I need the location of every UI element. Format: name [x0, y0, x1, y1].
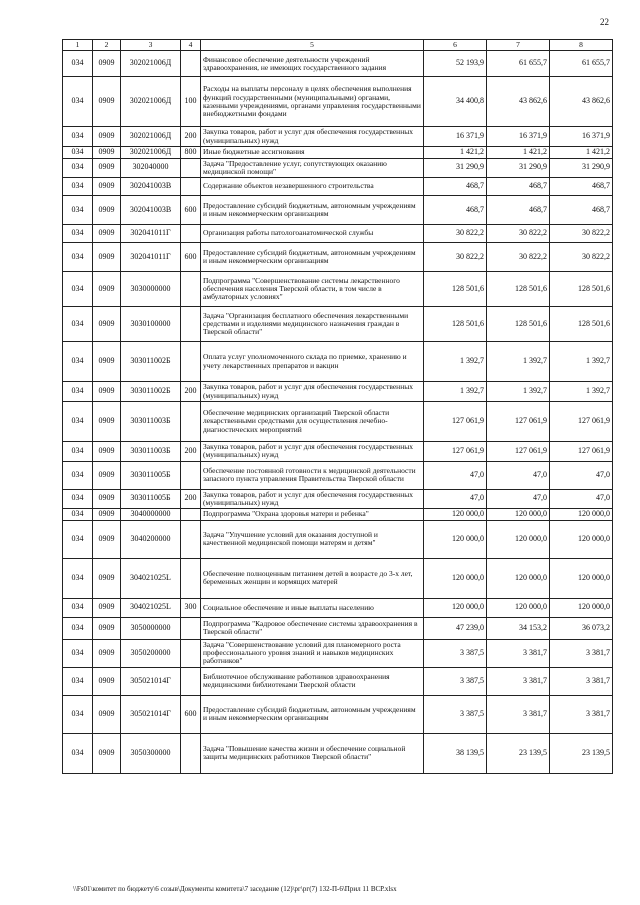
cell-name: Библиотечное обслуживание работников здравоохранения медицинскими библиотеками Тверской области	[201, 667, 424, 695]
cell-target-article: 302041011Г	[121, 225, 181, 243]
cell-amount-year1: 30 822,2	[424, 243, 487, 272]
cell-ved: 034	[63, 243, 93, 272]
cell-target-article: 3050000000	[121, 617, 181, 639]
cell-ved: 034	[63, 272, 93, 307]
cell-amount-year3: 47,0	[550, 489, 613, 509]
cell-amount-year1: 34 400,8	[424, 77, 487, 127]
cell-expense-type	[181, 558, 201, 598]
cell-amount-year2: 120 000,0	[487, 509, 550, 521]
cell-amount-year1: 3 387,5	[424, 639, 487, 667]
cell-name: Обеспечение полноценным питанием детей в возрасте до 3-х лет, беременных женщин и кормящих матерей	[201, 558, 424, 598]
cell-name: Задача "Предоставление услуг, сопутствующих оказанию медицинской помощи"	[201, 158, 424, 178]
cell-amount-year2: 34 153,2	[487, 617, 550, 639]
cell-target-article: 304021025L	[121, 598, 181, 617]
page-number: 22	[600, 17, 609, 27]
cell-name: Закупка товаров, работ и услуг для обеспечения государственных (муниципальных) нужд	[201, 442, 424, 462]
cell-amount-year1: 52 193,9	[424, 51, 487, 77]
cell-name: Содержание объектов незавершенного строительства	[201, 178, 424, 196]
cell-amount-year1: 3 387,5	[424, 695, 487, 733]
cell-name: Предоставление субсидий бюджетным, автономным учреждениям и иным некоммерческим организациям	[201, 243, 424, 272]
cell-ved: 034	[63, 342, 93, 382]
table-row	[63, 598, 613, 617]
cell-name: Организация работы патологоанатомической службы	[201, 225, 424, 243]
cell-section: 0909	[93, 733, 121, 773]
cell-amount-year1: 47 239,0	[424, 617, 487, 639]
cell-amount-year3: 30 822,2	[550, 243, 613, 272]
cell-amount-year2: 30 822,2	[487, 243, 550, 272]
cell-amount-year2: 23 139,5	[487, 733, 550, 773]
table-row	[63, 127, 613, 147]
cell-amount-year2: 3 381,7	[487, 695, 550, 733]
cell-amount-year2: 31 290,9	[487, 158, 550, 178]
cell-amount-year1: 468,7	[424, 196, 487, 225]
cell-ved: 034	[63, 667, 93, 695]
cell-amount-year2: 128 501,6	[487, 307, 550, 342]
cell-amount-year1: 47,0	[424, 461, 487, 489]
column-header: 5	[201, 40, 424, 51]
cell-amount-year2: 128 501,6	[487, 272, 550, 307]
cell-ved: 034	[63, 307, 93, 342]
cell-amount-year3: 31 290,9	[550, 158, 613, 178]
cell-target-article: 303011003Б	[121, 402, 181, 442]
cell-ved: 034	[63, 158, 93, 178]
column-header: 1	[63, 40, 93, 51]
cell-amount-year1: 127 061,9	[424, 442, 487, 462]
cell-amount-year2: 61 655,7	[487, 51, 550, 77]
cell-target-article: 302041011Г	[121, 243, 181, 272]
cell-amount-year3: 1 392,7	[550, 382, 613, 402]
cell-ved: 034	[63, 639, 93, 667]
cell-name: Подпрограмма "Кадровое обеспечение системы здравоохранения в Тверской области"	[201, 617, 424, 639]
cell-target-article: 3040000000	[121, 509, 181, 521]
cell-name: Предоставление субсидий бюджетным, автономным учреждениям и иным некоммерческим организациям	[201, 196, 424, 225]
cell-amount-year2: 127 061,9	[487, 402, 550, 442]
cell-section: 0909	[93, 598, 121, 617]
cell-amount-year2: 127 061,9	[487, 442, 550, 462]
cell-amount-year2: 16 371,9	[487, 127, 550, 147]
cell-name: Подпрограмма "Охрана здоровья матери и ребенка"	[201, 509, 424, 521]
cell-amount-year2: 3 381,7	[487, 667, 550, 695]
cell-target-article: 304021025L	[121, 558, 181, 598]
table-row	[63, 617, 613, 639]
cell-section: 0909	[93, 461, 121, 489]
table-row	[63, 509, 613, 521]
table-row	[63, 146, 613, 158]
table-row	[63, 520, 613, 558]
column-header: 7	[487, 40, 550, 51]
cell-ved: 034	[63, 733, 93, 773]
table-row	[63, 342, 613, 382]
cell-expense-type	[181, 520, 201, 558]
cell-ved: 034	[63, 558, 93, 598]
cell-amount-year1: 3 387,5	[424, 667, 487, 695]
cell-name: Иные бюджетные ассигнования	[201, 146, 424, 158]
cell-expense-type: 800	[181, 146, 201, 158]
cell-amount-year3: 36 073,2	[550, 617, 613, 639]
cell-name: Социальное обеспечение и иные выплаты населению	[201, 598, 424, 617]
cell-ved: 034	[63, 127, 93, 147]
cell-ved: 034	[63, 178, 93, 196]
cell-name: Подпрограмма "Совершенствование системы лекарственного обеспечения населения Тверской области, в том числе в амбулаторных условиях"	[201, 272, 424, 307]
cell-name: Закупка товаров, работ и услуг для обеспечения государственных (муниципальных) нужд	[201, 127, 424, 147]
cell-expense-type: 200	[181, 382, 201, 402]
cell-target-article: 302041003В	[121, 178, 181, 196]
cell-ved: 034	[63, 146, 93, 158]
cell-expense-type: 200	[181, 442, 201, 462]
cell-target-article: 303011005Б	[121, 461, 181, 489]
cell-expense-type	[181, 178, 201, 196]
cell-target-article: 302040000	[121, 158, 181, 178]
cell-amount-year2: 468,7	[487, 178, 550, 196]
cell-name: Обеспечение медицинских организаций Тверской области лекарственными средствами для осуществления лечебно-диагностических мероприятий	[201, 402, 424, 442]
cell-section: 0909	[93, 196, 121, 225]
cell-target-article: 3030000000	[121, 272, 181, 307]
table-row	[63, 461, 613, 489]
cell-ved: 034	[63, 489, 93, 509]
table-row	[63, 442, 613, 462]
cell-amount-year1: 30 822,2	[424, 225, 487, 243]
cell-name: Обеспечение постоянной готовности к медицинской деятельности запасного пункта управления Правительства Тверской области	[201, 461, 424, 489]
cell-amount-year2: 30 822,2	[487, 225, 550, 243]
cell-amount-year3: 120 000,0	[550, 520, 613, 558]
cell-expense-type: 600	[181, 243, 201, 272]
cell-section: 0909	[93, 520, 121, 558]
cell-amount-year3: 43 862,6	[550, 77, 613, 127]
cell-name: Закупка товаров, работ и услуг для обеспечения государственных (муниципальных) нужд	[201, 382, 424, 402]
cell-section: 0909	[93, 667, 121, 695]
cell-name: Финансовое обеспечение деятельности учреждений здравоохранения, не имеющих государственного задания	[201, 51, 424, 77]
cell-section: 0909	[93, 272, 121, 307]
cell-expense-type	[181, 639, 201, 667]
cell-expense-type: 600	[181, 196, 201, 225]
cell-expense-type	[181, 617, 201, 639]
cell-ved: 034	[63, 402, 93, 442]
cell-section: 0909	[93, 695, 121, 733]
cell-expense-type: 300	[181, 598, 201, 617]
cell-amount-year3: 128 501,6	[550, 272, 613, 307]
cell-expense-type: 600	[181, 695, 201, 733]
cell-section: 0909	[93, 617, 121, 639]
cell-amount-year1: 120 000,0	[424, 520, 487, 558]
cell-ved: 034	[63, 77, 93, 127]
cell-amount-year1: 120 000,0	[424, 509, 487, 521]
table-row	[63, 382, 613, 402]
cell-amount-year1: 16 371,9	[424, 127, 487, 147]
cell-amount-year1: 47,0	[424, 489, 487, 509]
table-row	[63, 243, 613, 272]
cell-amount-year2: 3 381,7	[487, 639, 550, 667]
cell-amount-year3: 468,7	[550, 196, 613, 225]
cell-section: 0909	[93, 307, 121, 342]
cell-amount-year3: 120 000,0	[550, 558, 613, 598]
cell-ved: 034	[63, 695, 93, 733]
cell-expense-type: 200	[181, 127, 201, 147]
cell-amount-year1: 120 000,0	[424, 558, 487, 598]
table-row	[63, 489, 613, 509]
cell-target-article: 303011003Б	[121, 442, 181, 462]
cell-expense-type	[181, 733, 201, 773]
cell-section: 0909	[93, 225, 121, 243]
cell-name: Задача "Улучшение условий для оказания доступной и качественной медицинской помощи матерям и детям"	[201, 520, 424, 558]
table-row	[63, 77, 613, 127]
cell-section: 0909	[93, 158, 121, 178]
column-header: 8	[550, 40, 613, 51]
column-header: 4	[181, 40, 201, 51]
cell-amount-year3: 3 381,7	[550, 667, 613, 695]
cell-amount-year1: 128 501,6	[424, 307, 487, 342]
column-header: 3	[121, 40, 181, 51]
cell-section: 0909	[93, 558, 121, 598]
table-row	[63, 225, 613, 243]
cell-target-article: 3030100000	[121, 307, 181, 342]
cell-expense-type: 200	[181, 489, 201, 509]
cell-amount-year3: 127 061,9	[550, 442, 613, 462]
cell-name: Оплата услуг уполномоченного склада по приемке, хранению и учету лекарственных препаратов и вакцин	[201, 342, 424, 382]
cell-target-article: 303011002Б	[121, 382, 181, 402]
cell-amount-year3: 61 655,7	[550, 51, 613, 77]
cell-amount-year2: 47,0	[487, 461, 550, 489]
cell-amount-year1: 38 139,5	[424, 733, 487, 773]
cell-amount-year2: 47,0	[487, 489, 550, 509]
cell-amount-year2: 1 421,2	[487, 146, 550, 158]
column-header: 2	[93, 40, 121, 51]
cell-amount-year3: 23 139,5	[550, 733, 613, 773]
cell-expense-type	[181, 272, 201, 307]
column-header: 6	[424, 40, 487, 51]
cell-name: Задача "Совершенствование условий для планомерного роста профессионального уровня знаний и навыков медицинских работников"	[201, 639, 424, 667]
table-row	[63, 178, 613, 196]
cell-name: Закупка товаров, работ и услуг для обеспечения государственных (муниципальных) нужд	[201, 489, 424, 509]
cell-section: 0909	[93, 402, 121, 442]
cell-amount-year1: 468,7	[424, 178, 487, 196]
cell-amount-year3: 128 501,6	[550, 307, 613, 342]
cell-target-article: 305021014Г	[121, 667, 181, 695]
cell-amount-year1: 127 061,9	[424, 402, 487, 442]
cell-amount-year3: 3 381,7	[550, 695, 613, 733]
cell-section: 0909	[93, 51, 121, 77]
cell-ved: 034	[63, 520, 93, 558]
cell-amount-year1: 1 421,2	[424, 146, 487, 158]
cell-amount-year3: 3 381,7	[550, 639, 613, 667]
table-row	[63, 733, 613, 773]
cell-amount-year1: 1 392,7	[424, 342, 487, 382]
cell-target-article: 303011002Б	[121, 342, 181, 382]
cell-expense-type	[181, 402, 201, 442]
cell-amount-year2: 120 000,0	[487, 520, 550, 558]
cell-target-article: 302021006Д	[121, 77, 181, 127]
cell-name: Задача "Повышение качества жизни и обеспечение социальной защиты медицинских работников Тверской области"	[201, 733, 424, 773]
cell-expense-type	[181, 51, 201, 77]
cell-expense-type	[181, 461, 201, 489]
cell-amount-year3: 127 061,9	[550, 402, 613, 442]
cell-expense-type	[181, 667, 201, 695]
cell-amount-year2: 120 000,0	[487, 598, 550, 617]
table-row	[63, 158, 613, 178]
cell-target-article: 302021006Д	[121, 51, 181, 77]
cell-amount-year3: 16 371,9	[550, 127, 613, 147]
cell-section: 0909	[93, 489, 121, 509]
column-number-row	[63, 40, 613, 51]
cell-ved: 034	[63, 461, 93, 489]
cell-amount-year1: 120 000,0	[424, 598, 487, 617]
cell-amount-year3: 120 000,0	[550, 509, 613, 521]
footer-file-path: \\Fs01\комитет по бюджету\6 созыв\Документы комитета\7 заседание (12)\рг\рг(7) 132-П-6\Прил 11 ВСР.xlsx	[73, 885, 397, 893]
cell-target-article: 3040200000	[121, 520, 181, 558]
cell-expense-type	[181, 342, 201, 382]
cell-amount-year1: 128 501,6	[424, 272, 487, 307]
cell-target-article: 3050200000	[121, 639, 181, 667]
cell-ved: 034	[63, 617, 93, 639]
cell-target-article: 305021014Г	[121, 695, 181, 733]
cell-section: 0909	[93, 382, 121, 402]
cell-ved: 034	[63, 51, 93, 77]
cell-amount-year3: 47,0	[550, 461, 613, 489]
table-row	[63, 196, 613, 225]
cell-amount-year2: 1 392,7	[487, 342, 550, 382]
cell-target-article: 302021006Д	[121, 146, 181, 158]
cell-name: Расходы на выплаты персоналу в целях обеспечения выполнения функций государственными (муниципальными) органами, казенными учреждениями, органами управления государственными внебюджетными фондами	[201, 77, 424, 127]
cell-expense-type: 100	[181, 77, 201, 127]
cell-ved: 034	[63, 442, 93, 462]
table-row	[63, 639, 613, 667]
cell-amount-year3: 1 392,7	[550, 342, 613, 382]
cell-expense-type	[181, 225, 201, 243]
cell-expense-type	[181, 509, 201, 521]
cell-amount-year2: 43 862,6	[487, 77, 550, 127]
table-row	[63, 667, 613, 695]
cell-ved: 034	[63, 225, 93, 243]
cell-amount-year2: 120 000,0	[487, 558, 550, 598]
cell-section: 0909	[93, 243, 121, 272]
cell-section: 0909	[93, 178, 121, 196]
cell-section: 0909	[93, 442, 121, 462]
cell-name: Предоставление субсидий бюджетным, автономным учреждениям и иным некоммерческим организациям	[201, 695, 424, 733]
table-row	[63, 51, 613, 77]
cell-section: 0909	[93, 639, 121, 667]
cell-amount-year3: 468,7	[550, 178, 613, 196]
cell-ved: 034	[63, 382, 93, 402]
cell-name: Задача "Организация бесплатного обеспечения лекарственными средствами и изделиями медицинского назначения граждан в Тверской области"	[201, 307, 424, 342]
table-row	[63, 558, 613, 598]
cell-target-article: 303011005Б	[121, 489, 181, 509]
cell-section: 0909	[93, 127, 121, 147]
cell-amount-year3: 120 000,0	[550, 598, 613, 617]
cell-expense-type	[181, 307, 201, 342]
cell-ved: 034	[63, 598, 93, 617]
cell-target-article: 302021006Д	[121, 127, 181, 147]
cell-amount-year2: 468,7	[487, 196, 550, 225]
cell-amount-year1: 31 290,9	[424, 158, 487, 178]
cell-section: 0909	[93, 342, 121, 382]
table-row	[63, 695, 613, 733]
table-row	[63, 402, 613, 442]
cell-ved: 034	[63, 509, 93, 521]
cell-target-article: 3050300000	[121, 733, 181, 773]
table-row	[63, 307, 613, 342]
cell-section: 0909	[93, 509, 121, 521]
cell-section: 0909	[93, 146, 121, 158]
cell-ved: 034	[63, 196, 93, 225]
cell-amount-year3: 1 421,2	[550, 146, 613, 158]
cell-amount-year3: 30 822,2	[550, 225, 613, 243]
cell-section: 0909	[93, 77, 121, 127]
cell-amount-year2: 1 392,7	[487, 382, 550, 402]
cell-expense-type	[181, 158, 201, 178]
cell-target-article: 302041003В	[121, 196, 181, 225]
table-body	[63, 51, 613, 774]
table-row	[63, 272, 613, 307]
budget-table	[62, 39, 613, 774]
cell-amount-year1: 1 392,7	[424, 382, 487, 402]
